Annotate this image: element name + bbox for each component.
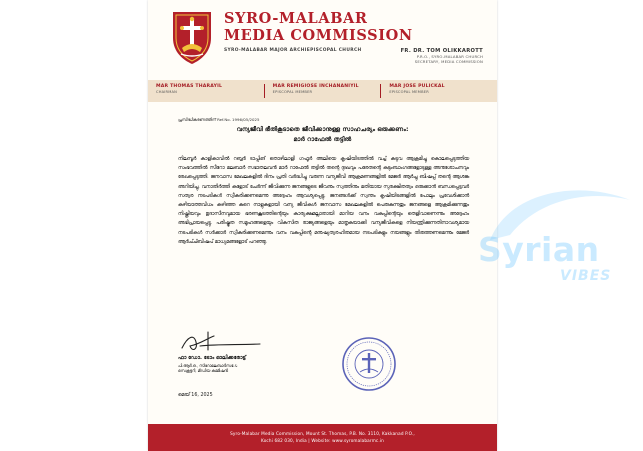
signatory-role-line-1: പി.ആർ.ഒ., സീറോമലബാർസഭ & [178,363,238,368]
signatory-name: ഫാ ഡോ. ടോം ഓലിക്കരോട്ട് [178,355,246,361]
press-release-title [168,125,477,145]
watermark-sub: VIBES [560,268,612,284]
signatory-role [178,363,298,373]
member-role: EPISCOPAL MEMBER [272,90,313,94]
member-episcopal-1 [264,84,381,98]
member-role: CHAIRMAN [156,90,178,94]
director-role-1: P.R.O., SYRO-MALABAR CHURCH [416,54,483,59]
members-bar [148,80,497,102]
director-block [401,48,483,64]
letterhead [148,0,497,80]
member-role: EPISCOPAL MEMBER [389,90,429,94]
member-name: MAR JOSE PULICKAL [389,84,445,89]
organization-name [224,10,413,44]
member-name: MAR THOMAS THARAYIL [156,84,223,89]
press-release-body: നിലമ്പൂർ കാളികാവിൽ റബ്ബർ ടാപ്പിങ് തൊഴിലാളി ഗഫൂർ അലിയെ കൃഷിയിടത്തിൽ വച്ച് കടുവ ആക്രമിച്ചു കൊലപ്പെടുത്തിയ സംഭവത്തിൽ സീറോ മലബാർ സഭാതലവൻ മാർ റാഫേൽ തട്ടിൽ തന്റെ ദുഃഖവും പരേതന്റെ കുടുംബാംഗങ്ങളോടുള്ള അനുശോചനവും രേഖപ്പെടുത്തി. ജനവാസ മേഖലകളിൽ ദിനം പ്രതി വർദ്ധിച്ചു വരുന്ന വന്യജീവി ആക്രമണങ്ങളിൽ മേജർ ആർച്ചു ബിഷപ്പ് തന്റെ ആശങ്ക അറിയിച്ചു. വനാതിർത്തി കളോട് ചേർന്ന് ജീവിക്കുന്ന ജനങ്ങളുടെ ജീവനും സ്വത്തിനും മതിയായ സുരക്ഷിതത്വം ഒരുക്കാൻ ബന്ധപ്പെട്ടവർ സത്വര നടപടികൾ സ്വീകരിക്കണമെന്നു അദ്ദേഹം ആവശ്യപ്പെട്ടു. ജനങ്ങൾക്ക് സ്വന്തം കൃഷിയിടങ്ങളിൽ പോലും പ്രവേശിക്കാൻ കഴിയാത്തവിധം കഴിഞ്ഞ കുറെ നാളുകളായി വന്യ ജീവികൾ ജനവാസ മേഖലകളിൽ പെരുകുന്നതും ജനങ്ങളെ ആക്രമിക്കുന്നതും നിഷ്ക്രിയവും ഉദാസീനവുമായ ഭരണകൂടത്തിന്റെയും കാര്യക്ഷമല്ലാതായി മാറിയ വനം വകുപ്പിന്റെയും തെളിവാണെന്നും അദ്ദേഹം അഭിപ്രായപ്പെട്ടു. പരിഷ്കൃത സമൂഹങ്ങളെയും വികസിത രാജ്യങ്ങളെയും മാതൃകയാക്കി വന്യജീവികളെ നിയന്ത്രിക്കുന്നതിനാവശ്യമായ നടപടികൾ സർക്കാർ സ്വീകരിക്കണമെന്നും വനം വകുപ്പിന്റെ മനുഷ്യത്വരഹിതമായ നടപടികളും നയങ്ങളും തിരുത്തണമെന്നും മേജർ ആർച്ച്ബിഷപ് മാധ്യമങ്ങളോട് പറഞ്ഞു. [178,157,469,245]
watermark-brand: Syrian [478,230,600,269]
member-chairman [148,84,264,98]
director-role-2: SECRETARY, MEDIA COMMISSION [414,59,483,64]
letter-footer [148,424,497,451]
signatory-role-line-2: സെക്രട്ടറി, മീഡിയ കമ്മീഷൻ [178,368,228,374]
reference-number: പ്രസിദ്ധീകരണത്തിന് Ref.No. 1996/05/2025 [178,117,260,122]
footer-address-2: Kochi 682 030, India | Website: www.syromalabarmc.in [261,438,384,443]
org-name-line-1: SYRO-MALABAR [224,10,368,27]
title-line-1: വന്യജീവി ഭീതികൂടാതെ ജീവിക്കാനുള്ള സാഹചര്യം ഒരുക്കണം: [236,126,409,133]
org-name-line-2: MEDIA COMMISSION [224,27,413,44]
member-name: MAR REMIGIOSE INCHANANIYIL [272,84,359,89]
title-line-2: മാർ റാഫേൽ തട്ടിൽ [293,136,352,143]
church-crest-logo [167,8,217,66]
org-subtitle: SYRO-MALABAR MAJOR ARCHIEPISCOPAL CHURCH [224,48,362,53]
footer-address-1: Syro-Malabar Media Commission, Mount St. Thomas, P.B. No. 3110, Kakkanad P.O., [230,431,415,436]
release-date: മെയ് 16, 2025 [178,393,213,398]
letter-sheet [148,0,497,451]
official-seal-stamp [341,336,397,392]
handwritten-signature [178,330,308,354]
director-name: FR. DR. TOM OLIKKAROTT [400,48,483,54]
member-episcopal-2 [380,84,497,98]
